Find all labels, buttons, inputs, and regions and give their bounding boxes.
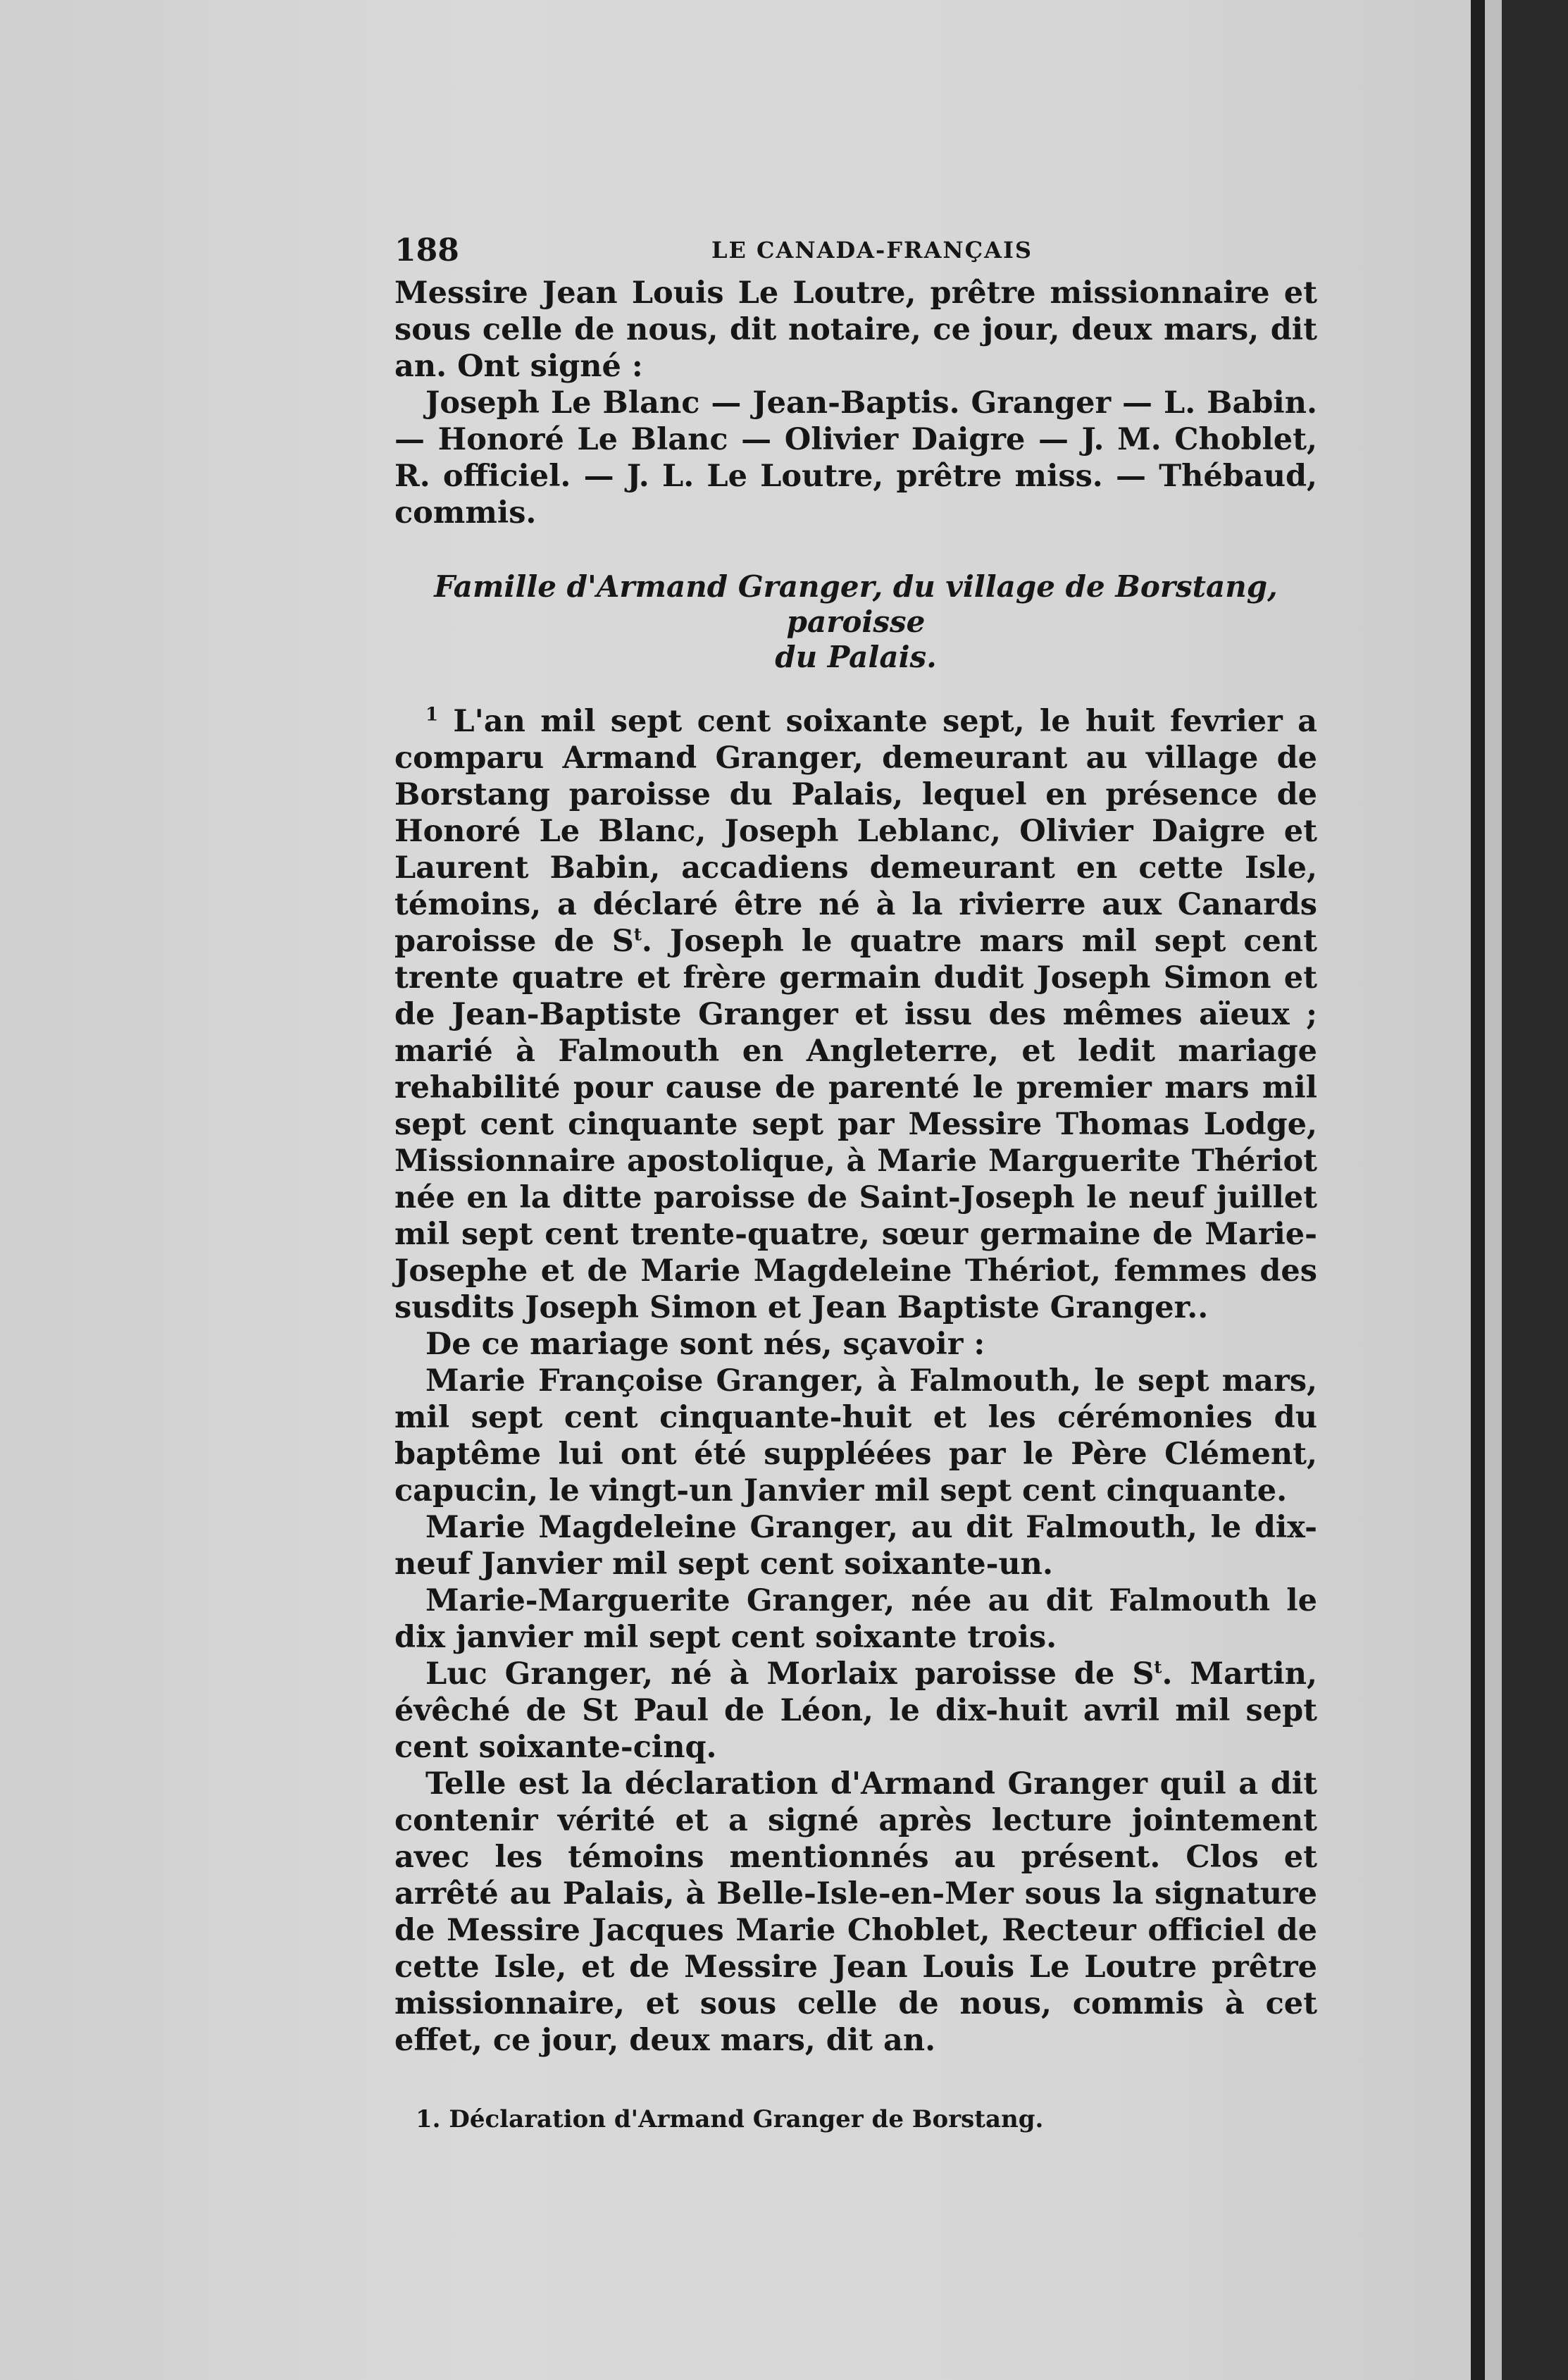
- child-entry: Marie-Marguerite Granger, née au dit Falmouth le dix janvier mil sept cent soixante trois.: [394, 1583, 1317, 1655]
- signatures-paragraph: Joseph Le Blanc — Jean-Baptis. Granger — L. Babin. — Honoré Le Blanc — Olivier Daigre — J. M. Choblet, R. officiel. — J. L. Le Loutre, prêtre miss. — Thébaud, commis.: [394, 385, 1317, 531]
- page-binding-shadow: [1471, 0, 1485, 2380]
- section-title-line-1: Famille d'Armand Granger, du village de Borstang, paroisse: [434, 569, 1278, 639]
- body-text: [394, 275, 1317, 2059]
- abbreviation-superscript: t: [633, 924, 642, 945]
- running-title: LE CANADA-FRANÇAIS: [711, 237, 1033, 264]
- page-number: 188: [394, 233, 459, 268]
- section-title-line-2: du Palais.: [775, 640, 937, 674]
- page-header: [394, 233, 1317, 275]
- child-entry: Marie Magdeleine Granger, au dit Falmouth, le dix-neuf Janvier mil sept cent soixante-un.: [394, 1510, 1317, 1582]
- children-intro: De ce mariage sont nés, sçavoir :: [425, 1327, 985, 1362]
- declaration-paragraph: [394, 703, 1317, 1326]
- footnote: 1. Déclaration d'Armand Granger de Borstang.: [416, 2105, 1044, 2133]
- child-entry: Marie Françoise Granger, à Falmouth, le sept mars, mil sept cent cinquante-huit et les cérémonies du baptême lui ont été suppléées par le Père Clément, capucin, le vingt-un Janvier mil sept cent cinquante.: [394, 1363, 1317, 1508]
- intro-paragraph: Messire Jean Louis Le Loutre, prêtre missionnaire et sous celle de nous, dit notaire, ce jour, deux mars, dit an. Ont signé :: [394, 275, 1317, 384]
- luc-text-2: . Martin, évêché de St Paul de Léon, le dix-huit avril mil sept cent soixante-cinq.: [394, 1656, 1317, 1765]
- scan-border: [1502, 0, 1568, 2380]
- section-title: [394, 569, 1317, 675]
- footnote-marker: 1: [425, 704, 439, 726]
- child-entry-luc: [394, 1656, 1317, 1766]
- closing-paragraph: Telle est la déclaration d'Armand Granger quil a dit contenir vérité et a signé après lecture jointement avec les témoins mentionnés au présent. Clos et arrêté au Palais, à Belle-Isle-en-Mer sous la signature de Messire Jacques Marie Choblet, Recteur officiel de cette Isle, et de Messire Jean Louis Le Loutre prêtre missionnaire, et sous celle de nous, commis à cet effet, ce jour, deux mars, dit an.: [394, 1766, 1317, 2058]
- page-content: [394, 233, 1317, 2133]
- abbreviation-superscript: t: [1154, 1656, 1162, 1678]
- luc-text-1: Luc Granger, né à Morlaix paroisse de S: [425, 1656, 1155, 1692]
- page-edge: [1485, 0, 1502, 2380]
- declaration-text-2: . Joseph le quatre mars mil sept cent trente quatre et frère germain dudit Joseph Simon et de Jean-Baptiste Granger et issu des mêmes aïeux ; marié à Falmouth en Angleterre, et ledit mariage rehabilité pour cause de parenté le premier mars mil sept cent cinquante sept par Messire Thomas Lodge, Missionnaire apostolique, à Marie Marguerite Thériot née en la ditte paroisse de Saint-Joseph le neuf juillet mil sept cent trente-quatre, sœur germaine de Marie-Josephe et de Marie Magdeleine Thériot, femmes des susdits Joseph Simon et Jean Baptiste Granger..: [394, 924, 1318, 1325]
- declaration-text-1: L'an mil sept cent soixante sept, le huit fevrier a comparu Armand Granger, demeurant au village de Borstang paroisse du Palais, lequel en présence de Honoré Le Blanc, Joseph Leblanc, Olivier Daigre et Laurent Babin, accadiens demeurant en cette Isle, témoins, a déclaré être né à la rivierre aux Canards paroisse de S: [394, 704, 1317, 959]
